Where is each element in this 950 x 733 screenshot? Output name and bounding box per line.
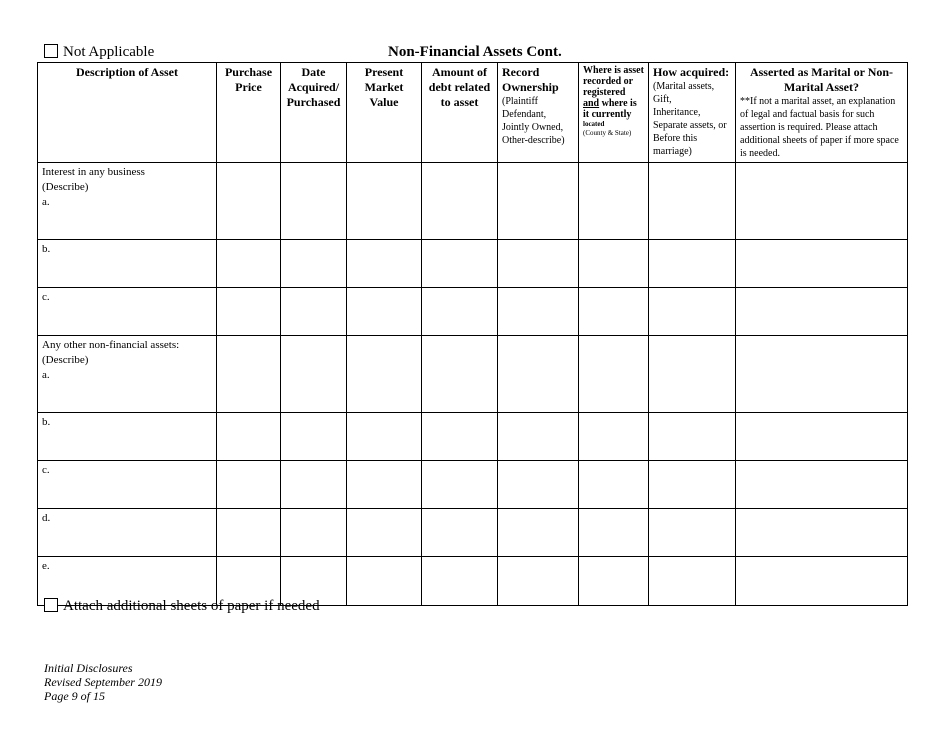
asset-description-cell[interactable]: e.	[38, 557, 217, 606]
date-acquired-cell[interactable]	[281, 413, 347, 461]
ownership-cell[interactable]	[498, 163, 579, 240]
footer-doc-title: Initial Disclosures	[44, 661, 133, 675]
not-applicable-checkbox[interactable]	[44, 44, 58, 58]
table-row	[38, 336, 908, 413]
col-purchase-price: Purchase Price	[217, 63, 281, 163]
location-cell[interactable]	[579, 413, 649, 461]
footer-page-number: Page 9 of 15	[44, 689, 105, 703]
date-acquired-cell[interactable]	[281, 288, 347, 336]
how-acquired-cell[interactable]	[649, 288, 736, 336]
how-acquired-cell[interactable]	[649, 240, 736, 288]
purchase-price-cell[interactable]	[217, 336, 281, 413]
date-acquired-cell[interactable]	[281, 461, 347, 509]
marital-cell[interactable]	[736, 288, 908, 336]
asset-description-cell[interactable]: Any other non-financial assets: (Describe) a.	[38, 336, 217, 413]
date-acquired-cell[interactable]	[281, 240, 347, 288]
col-date-acquired: Date Acquired/ Purchased	[281, 63, 347, 163]
col-present-market-value: Present Market Value	[347, 63, 422, 163]
col-marital-asset: Asserted as Marital or Non-Marital Asset? **If not a marital asset, an explanation of legal and factual basis for such assertion is required. Please attach additional sheets of paper if more space is needed.	[736, 63, 908, 163]
debt-cell[interactable]	[422, 557, 498, 606]
non-financial-assets-table	[37, 62, 908, 606]
debt-cell[interactable]	[422, 336, 498, 413]
marital-cell[interactable]	[736, 509, 908, 557]
not-applicable-label: Not Applicable	[63, 44, 155, 60]
location-cell[interactable]	[579, 509, 649, 557]
debt-cell[interactable]	[422, 461, 498, 509]
debt-cell[interactable]	[422, 240, 498, 288]
location-cell[interactable]	[579, 336, 649, 413]
how-acquired-cell[interactable]	[649, 413, 736, 461]
debt-cell[interactable]	[422, 288, 498, 336]
location-cell[interactable]	[579, 163, 649, 240]
header-row	[38, 63, 908, 163]
col-where-recorded: Where is asset recorded or registered and where is it currently located (County & State)	[579, 63, 649, 163]
table-row	[38, 413, 908, 461]
marital-cell[interactable]	[736, 557, 908, 606]
date-acquired-cell[interactable]	[281, 509, 347, 557]
page-footer	[44, 661, 162, 703]
asset-description-cell[interactable]: d.	[38, 509, 217, 557]
col-description-of-asset: Description of Asset	[38, 63, 217, 163]
purchase-price-cell[interactable]	[217, 413, 281, 461]
date-acquired-cell[interactable]	[281, 336, 347, 413]
how-acquired-cell[interactable]	[649, 336, 736, 413]
col-record-ownership: Record Ownership (Plaintiff Defendant, Jointly Owned, Other-describe)	[498, 63, 579, 163]
col-amount-of-debt: Amount of debt related to asset	[422, 63, 498, 163]
purchase-price-cell[interactable]	[217, 288, 281, 336]
ownership-cell[interactable]	[498, 413, 579, 461]
ownership-cell[interactable]	[498, 240, 579, 288]
market-value-cell[interactable]	[347, 461, 422, 509]
table-row	[38, 240, 908, 288]
how-acquired-cell[interactable]	[649, 557, 736, 606]
col-how-acquired: How acquired: (Marital assets, Gift, Inheritance, Separate assets, or Before this marriage)	[649, 63, 736, 163]
market-value-cell[interactable]	[347, 509, 422, 557]
market-value-cell[interactable]	[347, 557, 422, 606]
date-acquired-cell[interactable]	[281, 163, 347, 240]
ownership-cell[interactable]	[498, 461, 579, 509]
marital-cell[interactable]	[736, 461, 908, 509]
debt-cell[interactable]	[422, 413, 498, 461]
asset-description-cell[interactable]: c.	[38, 288, 217, 336]
purchase-price-cell[interactable]	[217, 509, 281, 557]
asset-description-cell[interactable]: b.	[38, 240, 217, 288]
location-cell[interactable]	[579, 240, 649, 288]
ownership-cell[interactable]	[498, 557, 579, 606]
market-value-cell[interactable]	[347, 288, 422, 336]
attach-sheets-label: Attach additional sheets of paper if needed	[63, 598, 320, 614]
table-row	[38, 288, 908, 336]
footer-revision: Revised September 2019	[44, 675, 162, 689]
debt-cell[interactable]	[422, 163, 498, 240]
location-cell[interactable]	[579, 557, 649, 606]
how-acquired-cell[interactable]	[649, 163, 736, 240]
market-value-cell[interactable]	[347, 336, 422, 413]
attach-sheets-checkbox[interactable]	[44, 598, 58, 612]
table-row	[38, 509, 908, 557]
marital-cell[interactable]	[736, 163, 908, 240]
table-row	[38, 461, 908, 509]
market-value-cell[interactable]	[347, 163, 422, 240]
market-value-cell[interactable]	[347, 413, 422, 461]
purchase-price-cell[interactable]	[217, 240, 281, 288]
table-row	[38, 163, 908, 240]
asset-description-cell[interactable]: b.	[38, 413, 217, 461]
ownership-cell[interactable]	[498, 288, 579, 336]
market-value-cell[interactable]	[347, 240, 422, 288]
how-acquired-cell[interactable]	[649, 461, 736, 509]
location-cell[interactable]	[579, 288, 649, 336]
purchase-price-cell[interactable]	[217, 461, 281, 509]
purchase-price-cell[interactable]	[217, 163, 281, 240]
asset-description-cell[interactable]: Interest in any business (Describe) a.	[38, 163, 217, 240]
ownership-cell[interactable]	[498, 509, 579, 557]
debt-cell[interactable]	[422, 509, 498, 557]
how-acquired-cell[interactable]	[649, 509, 736, 557]
ownership-cell[interactable]	[498, 336, 579, 413]
location-cell[interactable]	[579, 461, 649, 509]
marital-cell[interactable]	[736, 336, 908, 413]
page-title: Non-Financial Assets Cont.	[388, 44, 562, 60]
asset-description-cell[interactable]: c.	[38, 461, 217, 509]
marital-cell[interactable]	[736, 413, 908, 461]
marital-cell[interactable]	[736, 240, 908, 288]
